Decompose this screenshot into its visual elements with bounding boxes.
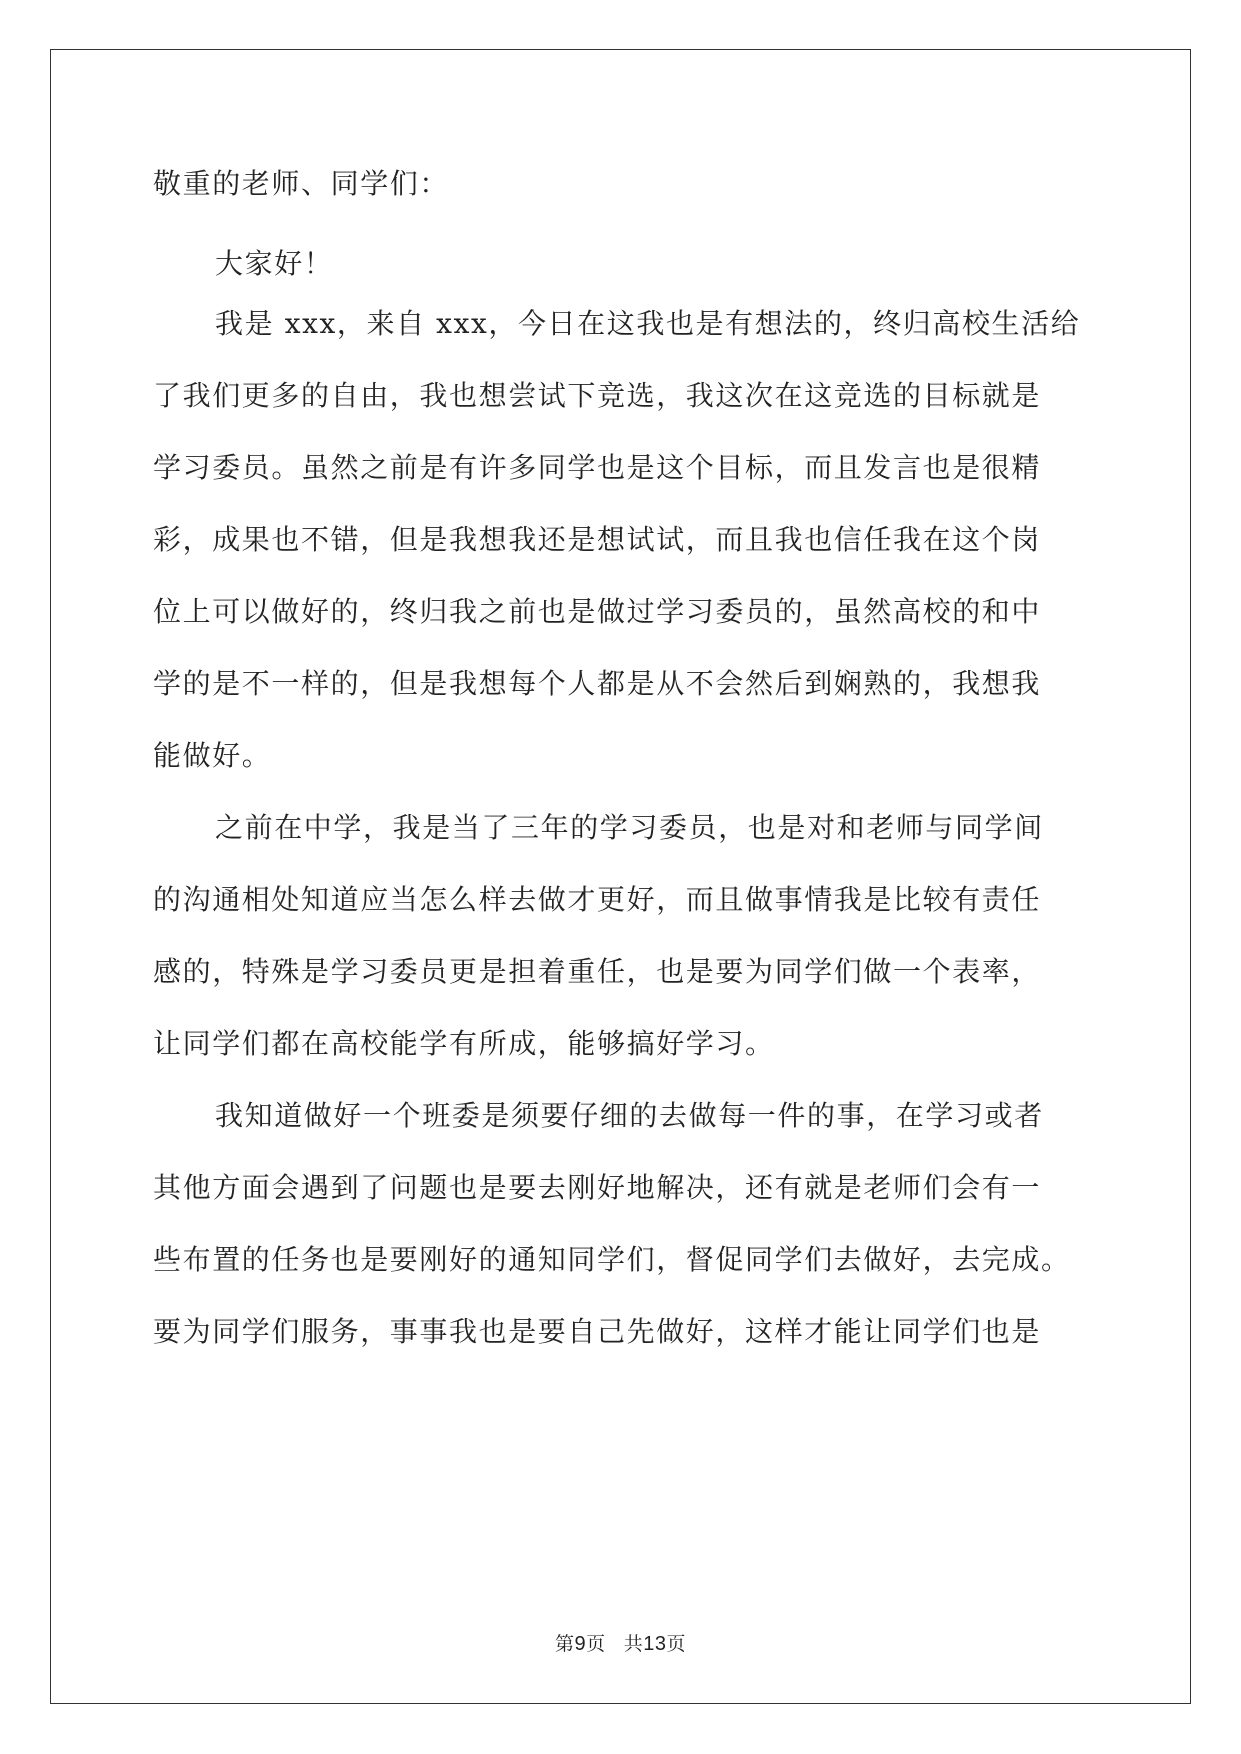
paragraph-line: 学的是不一样的，但是我想每个人都是从不会然后到娴熟的，我想我 — [153, 667, 1042, 700]
paragraph-line: 我是 xxx，来自 xxx，今日在这我也是有想法的，终归高校生活给 — [215, 307, 1081, 340]
page-prefix: 第 — [555, 1633, 575, 1655]
paragraph-line: 之前在中学，我是当了三年的学习委员，也是对和老师与同学间 — [215, 811, 1044, 844]
paragraph-line: 感的，特殊是学习委员更是担着重任，也是要为同学们做一个表率， — [153, 955, 1042, 988]
paragraph-line: 学习委员。虽然之前是有许多同学也是这个目标，而且发言也是很精 — [153, 451, 1042, 484]
page-footer — [0, 1632, 1241, 1656]
page-suffix: 页 — [586, 1633, 606, 1655]
page-number: 9 — [574, 1633, 587, 1655]
paragraph-line: 要为同学们服务，事事我也是要自己先做好，这样才能让同学们也是 — [153, 1315, 1042, 1348]
paragraph-line: 彩，成果也不错，但是我想我还是想试试，而且我也信任我在这个岗 — [153, 523, 1042, 556]
total-prefix: 共 — [623, 1633, 644, 1655]
page-border — [50, 49, 1191, 1704]
paragraph-line: 能做好。 — [153, 739, 272, 772]
paragraph-line: 些布置的任务也是要刚好的通知同学们，督促同学们去做好，去完成。 — [153, 1243, 1071, 1276]
salutation: 敬重的老师、同学们： — [153, 167, 450, 200]
total-pages: 13 — [643, 1633, 667, 1655]
paragraph-line: 了我们更多的自由，我也想尝试下竞选，我这次在这竞选的目标就是 — [153, 379, 1042, 412]
paragraph-line: 的沟通相处知道应当怎么样去做才更好，而且做事情我是比较有责任 — [153, 883, 1042, 916]
paragraph-line: 其他方面会遇到了问题也是要去刚好地解决，还有就是老师们会有一 — [153, 1171, 1042, 1204]
total-suffix: 页 — [666, 1633, 686, 1655]
paragraph-line: 我知道做好一个班委是须要仔细的去做每一件的事，在学习或者 — [215, 1099, 1044, 1132]
greeting: 大家好！ — [215, 247, 334, 280]
paragraph-line: 让同学们都在高校能学有所成，能够搞好学习。 — [153, 1027, 775, 1060]
paragraph-line: 位上可以做好的，终归我之前也是做过学习委员的，虽然高校的和中 — [153, 595, 1042, 628]
